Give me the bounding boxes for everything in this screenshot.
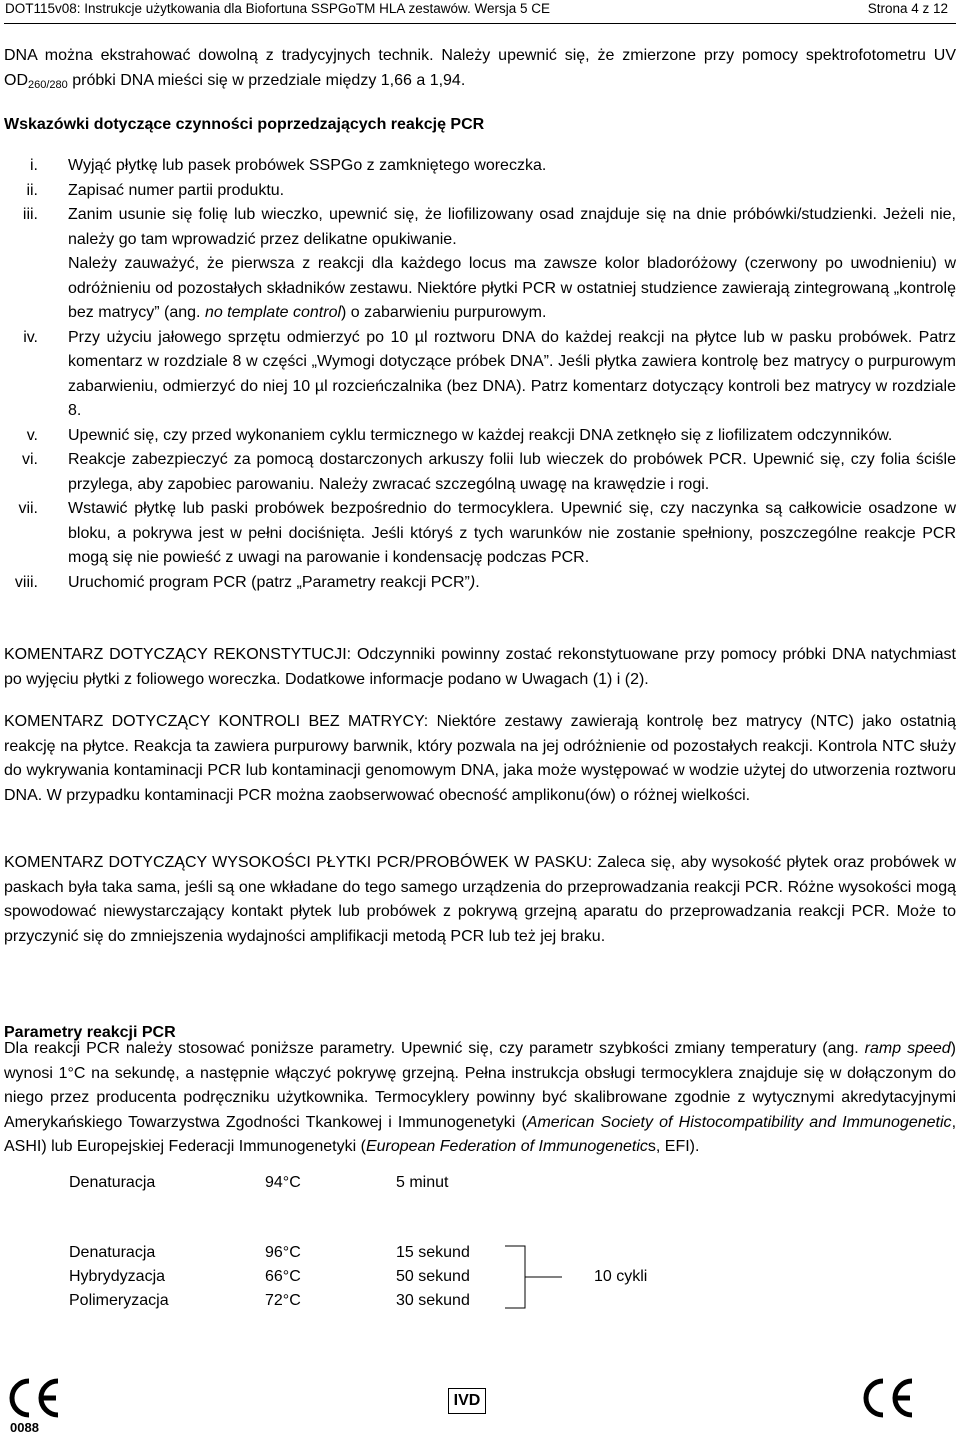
comment-plate-height: KOMENTARZ DOTYCZĄCY WYSOKOŚCI PŁYTKI PCR/PROBÓWEK W PASKU: Zaleca się, aby wysokość płytek oraz probówek w paskach była taka sama, jeśli są one wkładane do tego samego urządzenia do przeprowadzania reakcji PCR. Różne wysokości mogą spowodować niewystarczający kontakt płytek lub probówek z pokrywą grzejną aparatu do przeprowadzania reakcji PCR. Może to przyczynić się do zmniejszenia wydajności amplifikacji metodą PCR lub też jej braku. xyxy=(4,854,956,945)
ce-mark-right xyxy=(858,1377,916,1419)
list-item xyxy=(4,154,956,179)
table-cell-time: 30 sekund xyxy=(396,1292,470,1309)
table-cell-step: Polimeryzacja xyxy=(69,1292,169,1309)
list-item-text: Upewnić się, czy przed wykonaniem cyklu termicznego w każdej reakcji DNA zetknęło się z liofilizatem odczynników. xyxy=(68,426,893,444)
list-item xyxy=(4,497,956,571)
list-item xyxy=(4,326,956,424)
list-item-text: Reakcje zabezpieczyć za pomocą dostarczonych arkuszy folii lub wieczek do probówek PCR. Upewnić się, czy folia ściśle przylega, aby zapobiec parowaniu. Należy zwracać szczególną uwagę na krawędzie i rogi. xyxy=(68,451,956,493)
intro-text-2: próbki DNA mieści się w przedziale między 1,66 a 1,94. xyxy=(67,71,466,89)
list-item-italic: ) xyxy=(469,573,476,591)
section-heading: Wskazówki dotyczące czynności poprzedzających reakcję PCR xyxy=(4,116,485,133)
params-text-3: , ASHI) lub Europejskiej Federacji Immunogenetyki ( xyxy=(4,1113,957,1155)
list-item-number: i. xyxy=(30,157,38,174)
list-item-text: Zanim usunie się folię lub wieczko, upewnić się, że liofilizowany osad znajduje się na dnie próbówki/studzienki. Jeżeli nie, należy go tam wprowadzić przez delikatne opukiwanie. xyxy=(68,206,956,248)
table-cell-step: Denaturacja xyxy=(69,1244,156,1261)
list-item xyxy=(4,448,956,497)
table-cell-step: Denaturacja xyxy=(69,1174,156,1191)
list-item xyxy=(4,179,956,204)
note-text: Należy zauważyć, że pierwsza z reakcji dla każdego locus ma zawsze kolor bladoróżowy (czerwony po uwodnieniu) w odróżnieniu od pozostałych składników zestawu. Niektóre płytki PCR w ostatniej studzience zawierają zintegrowaną „kontrolę bez matrycy” (ang. xyxy=(68,255,956,321)
list-item-text: Wyjąć płytkę lub pasek probówek SSPGo z zamkniętego woreczka. xyxy=(68,157,547,174)
list-item-number: vii. xyxy=(18,500,38,517)
header-divider xyxy=(4,23,956,24)
list-item-note xyxy=(4,252,956,326)
table-cell-cycles: 10 cykli xyxy=(594,1268,648,1285)
comment-ntc: KOMENTARZ DOTYCZĄCY KONTROLI BEZ MATRYCY: Niektóre zestawy zawierają kontrolę bez matrycy (NTC) jako ostatnią reakcję na płytce. Reakcja ta zawiera purpurowy barwnik, który pozwala na jej odróżnienie od pozostałych reakcji. Kontrola NTC służy do wykrywania kontaminacji PCR lub kontaminacji genomowym DNA, jaka może występować w wodzie użytej do utworzenia roztworu DNA. W przypadku kontaminacji PCR można zaobserwować obecność amplikonu(ów) o różnej wielkości. xyxy=(4,713,956,804)
page-number: Strona 4 z 12 xyxy=(867,1,948,16)
steps-list xyxy=(4,154,956,595)
list-item-text: Wstawić płytkę lub paski probówek bezpośrednio do termocyklera. Upewnić się, czy naczynka są całkowicie osadzone w bloku, a pokrywa jest w pełni dociśnięta. Jeśli któryś z tych warunków nie zostanie spełniony, poszczególne reakcje PCR mogą się nie powieść z uwagi na parowanie i kondensację podczas PCR. xyxy=(68,500,956,566)
comment-reconstitution: KOMENTARZ DOTYCZĄCY REKONSTYTUCJI: Odczynniki powinny zostać rekonstytuowane przy pomocy próbki DNA natychmiast po wyjęciu płytki z foliowego woreczka. Dodatkowe informacje podano w Uwagach (1) i (2). xyxy=(4,646,956,688)
list-item-number: iii. xyxy=(22,206,38,223)
bracket-line xyxy=(505,1246,525,1308)
page-header xyxy=(0,0,960,24)
note-text-end: ) o zabarwieniu purpurowym. xyxy=(341,304,547,321)
list-item-text-end: . xyxy=(475,573,480,591)
list-item xyxy=(4,203,956,252)
table-cell-temp: 72°C xyxy=(265,1292,301,1309)
table-cell-time: 15 sekund xyxy=(396,1244,470,1261)
table-cell-temp: 66°C xyxy=(265,1268,301,1285)
intro-text-1: DNA można ekstrahować dowolną z tradycyjnych technik. Należy upewnić się, że zmierzone przy pomocy spektrofotometru UV OD xyxy=(4,47,956,89)
note-italic: no template control xyxy=(204,304,342,321)
params-text-2: ) wynosi 1°C na sekundę, a następnie włączyć pokrywę grzejną. Pełna instrukcja obsługi termocyklera znajduje się w dołączonym do niego przez producenta podręczniku użytkownika. Termocyklery powinny być skalibrowane zgodnie z wytycznymi akredytacyjnymi Amerykańskiego Towarzystwa Zgodności Tkankowej i Immunogenetyki ( xyxy=(4,1040,956,1131)
table-cell-step: Hybrydyzacja xyxy=(69,1268,166,1285)
table-cell-temp: 96°C xyxy=(265,1244,301,1261)
list-item xyxy=(4,571,956,596)
list-item-number: iv. xyxy=(23,328,38,346)
params-italic-3: European Federation of Immunogenetic xyxy=(365,1138,648,1155)
ivd-symbol: IVD xyxy=(448,1388,486,1414)
list-item-text: Przy użyciu jałowego sprzętu odmierzyć po 10 µl roztworu DNA do każdej reakcji na płytce lub w pasku probówek. Patrz komentarz w rozdziale 8 w części „Wymogi dotyczące próbek DNA”. Jeśli płytka zawiera kontrolę bez matrycy o purpurowym zabarwieniu, odmierzyć do niej 10 µl rozcieńczalnika (bez DNA). Patrz komentarz dotyczący kontroli bez matrycy w rozdziale 8. xyxy=(68,328,956,419)
params-paragraph xyxy=(4,1037,956,1160)
list-item-number: viii. xyxy=(14,573,38,591)
list-item-number: vi. xyxy=(22,451,38,468)
ce-mark-left xyxy=(4,1377,62,1419)
list-item-text: Uruchomić program PCR (patrz „Parametry reakcji PCR” xyxy=(68,573,470,591)
list-item-text: Zapisać numer partii produktu. xyxy=(68,181,285,199)
list-item-number: ii. xyxy=(26,181,38,199)
params-text-4: s, EFI). xyxy=(647,1138,700,1155)
table-cell-temp: 94°C xyxy=(265,1174,301,1191)
table-cell-time: 50 sekund xyxy=(396,1268,470,1285)
params-heading: Parametry reakcji PCR xyxy=(4,1024,176,1041)
params-italic-2: American Society of Histocompatibility and Immunogenetic xyxy=(526,1113,952,1131)
notified-body-number: 0088 xyxy=(10,1420,39,1435)
params-text-1: Dla reakcji PCR należy stosować poniższe parametry. Upewnić się, czy parametr szybkości zmiany temperatury (ang. xyxy=(4,1040,865,1057)
intro-subscript: 260/280 xyxy=(28,78,68,91)
list-item-number: v. xyxy=(26,426,38,444)
intro-paragraph xyxy=(4,44,956,93)
cycle-bracket xyxy=(500,1240,570,1316)
table-cell-time: 5 minut xyxy=(396,1174,449,1191)
document-title: DOT115v08: Instrukcje użytkowania dla Biofortuna SSPGoTM HLA zestawów. Wersja 5 CE xyxy=(5,1,550,16)
params-italic-1: ramp speed xyxy=(864,1040,951,1057)
list-item xyxy=(4,424,956,449)
